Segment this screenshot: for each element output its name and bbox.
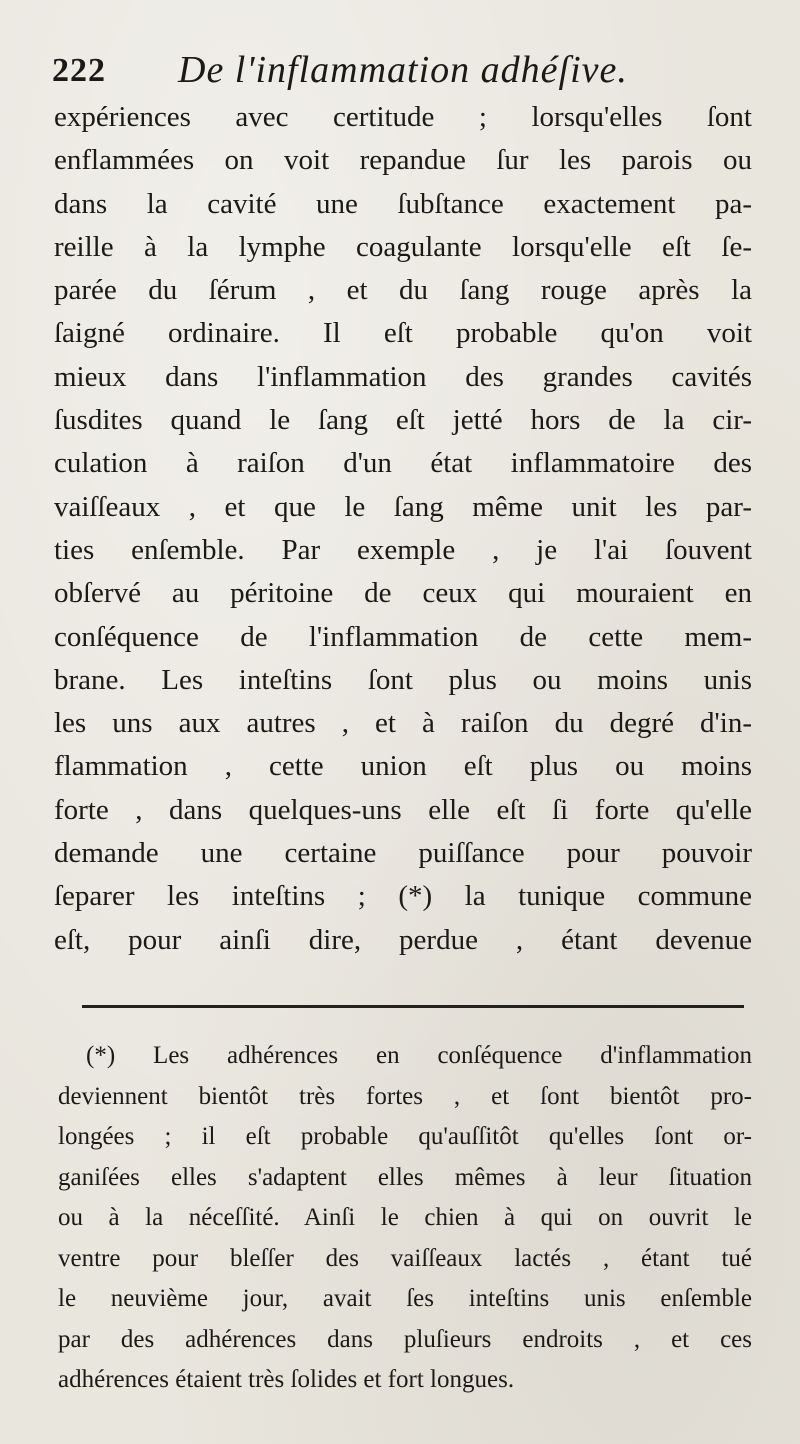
- footnote-line: longées ; il eſt probable qu'auſſitôt qu'elles ſont or-: [58, 1123, 752, 1150]
- text-line: ſaigné ordinaire. Il eſt probable qu'on voit: [54, 317, 752, 350]
- text-line: ſusdites quand le ſang eſt jetté hors de la cir-: [54, 404, 752, 437]
- footnote-line: adhérences étaient très ſolides et fort longues.: [58, 1366, 515, 1393]
- text-line: obſervé au péritoine de ceux qui mouraient en: [54, 577, 752, 610]
- footnote-line: ou à la néceſſité. Ainſi le chien à qui on ouvrit le: [58, 1204, 752, 1231]
- text-line: flammation , cette union eſt plus ou moins: [54, 750, 752, 783]
- footnote-line: deviennent bientôt très fortes , et ſont bientôt pro-: [58, 1082, 752, 1110]
- footnote-separator-rule: [82, 1005, 744, 1008]
- page-header: [52, 44, 752, 96]
- footnote-line: (*) Les adhérences en conſéquence d'inflammation: [86, 1042, 752, 1069]
- text-line: expériences avec certitude ; lorsqu'elles ſont: [54, 101, 752, 133]
- text-line: enflammées on voit repandue ſur les parois ou: [54, 144, 752, 177]
- main-text-block: [54, 96, 752, 962]
- text-line: forte , dans quelques-uns elle eſt ſi forte qu'elle: [54, 793, 752, 826]
- text-line: ſeparer les inteſtins ; (*) la tunique commune: [54, 880, 752, 913]
- text-line: reille à la lymphe coagulante lorsqu'elle eſt ſe-: [54, 230, 752, 263]
- footnote-line: le neuvième jour, avait ſes inteſtins unis enſemble: [58, 1285, 752, 1312]
- page-number: 222: [52, 52, 106, 89]
- text-line: les uns aux autres , et à raiſon du degré d'in-: [54, 707, 752, 740]
- running-title: De l'inflammation adhéſive.: [178, 49, 628, 91]
- footnote-line: ganiſées elles s'adaptent elles mêmes à leur ſituation: [58, 1163, 752, 1191]
- footnote-line: ventre pour bleſſer des vaiſſeaux lactés , étant tué: [58, 1244, 752, 1272]
- footnote-block: [58, 1036, 752, 1401]
- text-line: parée du ſérum , et du ſang rouge après la: [54, 274, 752, 307]
- text-line: ties enſemble. Par exemple , je l'ai ſouvent: [54, 533, 752, 566]
- text-line: dans la cavité une ſubſtance exactement pa-: [54, 187, 752, 220]
- text-line: brane. Les inteſtins ſont plus ou moins unis: [54, 663, 752, 696]
- text-line: culation à raiſon d'un état inflammatoire des: [54, 447, 752, 480]
- text-line: mieux dans l'inflammation des grandes cavités: [54, 360, 752, 393]
- text-line: demande une certaine puiſſance pour pouvoir: [54, 837, 752, 870]
- text-line: eſt, pour ainſi dire, perdue , étant devenue: [54, 923, 752, 956]
- footnote-line: par des adhérences dans pluſieurs endroits , et ces: [58, 1325, 752, 1353]
- text-line: conſéquence de l'inflammation de cette mem-: [54, 620, 752, 653]
- text-line: vaiſſeaux , et que le ſang même unit les par-: [54, 490, 752, 523]
